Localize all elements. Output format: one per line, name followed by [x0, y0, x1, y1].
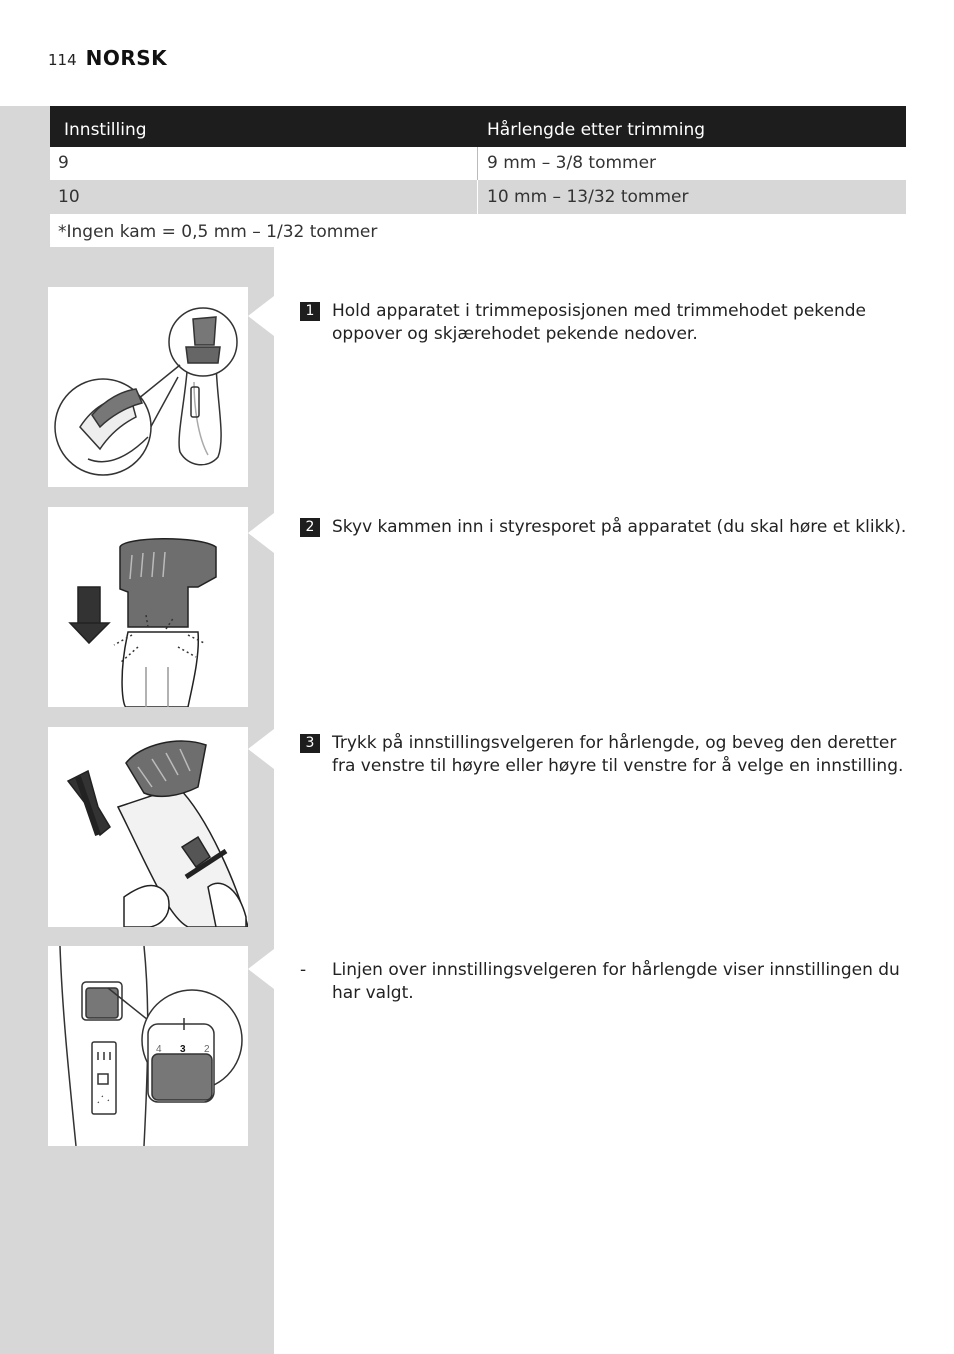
table-header-length: Hårlengde etter trimming [487, 120, 706, 140]
step-text: Trykk på innstillingsvelgeren for hårlengde, og beveg den deretter fra venstre til høyre eller høyre til venstre for å velge en innstilling. [332, 733, 904, 776]
illustration-pointer [248, 949, 274, 989]
dial-label-4: 4 [156, 1044, 162, 1055]
table-row [50, 147, 906, 180]
table-cell-length: 10 mm – 13/32 tommer [487, 187, 689, 207]
step-text: Skyv kammen inn i styresporet på apparatet (du skal høre et klikk). [332, 517, 907, 537]
illustration-pointer [248, 729, 274, 769]
illustration-trimming-position [48, 287, 248, 487]
illustration-pointer [248, 513, 274, 553]
instruction-step [300, 516, 910, 539]
step-number: 3 [300, 734, 320, 753]
page-header [48, 46, 167, 70]
step-number: 1 [300, 302, 320, 321]
illustration-adjust-setting [48, 727, 248, 927]
setting-indicator-drawing [48, 946, 248, 1146]
step-text: Hold apparatet i trimmeposisjonen med trimmehodet pekende oppover og skjærehodet pekende nedover. [332, 301, 867, 344]
illustration-setting-indicator [48, 946, 248, 1146]
table-cell-setting: 9 [50, 147, 478, 180]
dial-label-3: 3 [180, 1044, 186, 1055]
table-header-row [50, 106, 906, 147]
step-number: 2 [300, 518, 320, 537]
instruction-bullet [300, 959, 910, 1005]
bullet-text: Linjen over innstillingsvelgeren for hårlengde viser innstillingen du har valgt. [332, 960, 900, 1003]
page-number: 114 [48, 51, 77, 69]
illustration-pointer [248, 296, 274, 336]
table-cell-setting: 10 [50, 180, 478, 214]
table-footnote [50, 214, 906, 247]
table-header-setting: Innstilling [64, 120, 147, 140]
trimmer-upright-drawing [48, 287, 248, 487]
instruction-step [300, 300, 910, 346]
instruction-step [300, 732, 910, 778]
table-footnote-text: *Ingen kam = 0,5 mm – 1/32 tommer [58, 222, 378, 242]
dial-label-2: 2 [204, 1044, 210, 1055]
illustration-attach-comb [48, 507, 248, 707]
bullet-dash: - [300, 960, 307, 980]
comb-attach-drawing [48, 507, 248, 707]
section-title: NORSK [85, 46, 168, 70]
table-row [50, 180, 906, 214]
adjust-setting-drawing [48, 727, 248, 927]
settings-table [50, 106, 906, 247]
table-cell-length: 9 mm – 3/8 tommer [487, 153, 657, 173]
